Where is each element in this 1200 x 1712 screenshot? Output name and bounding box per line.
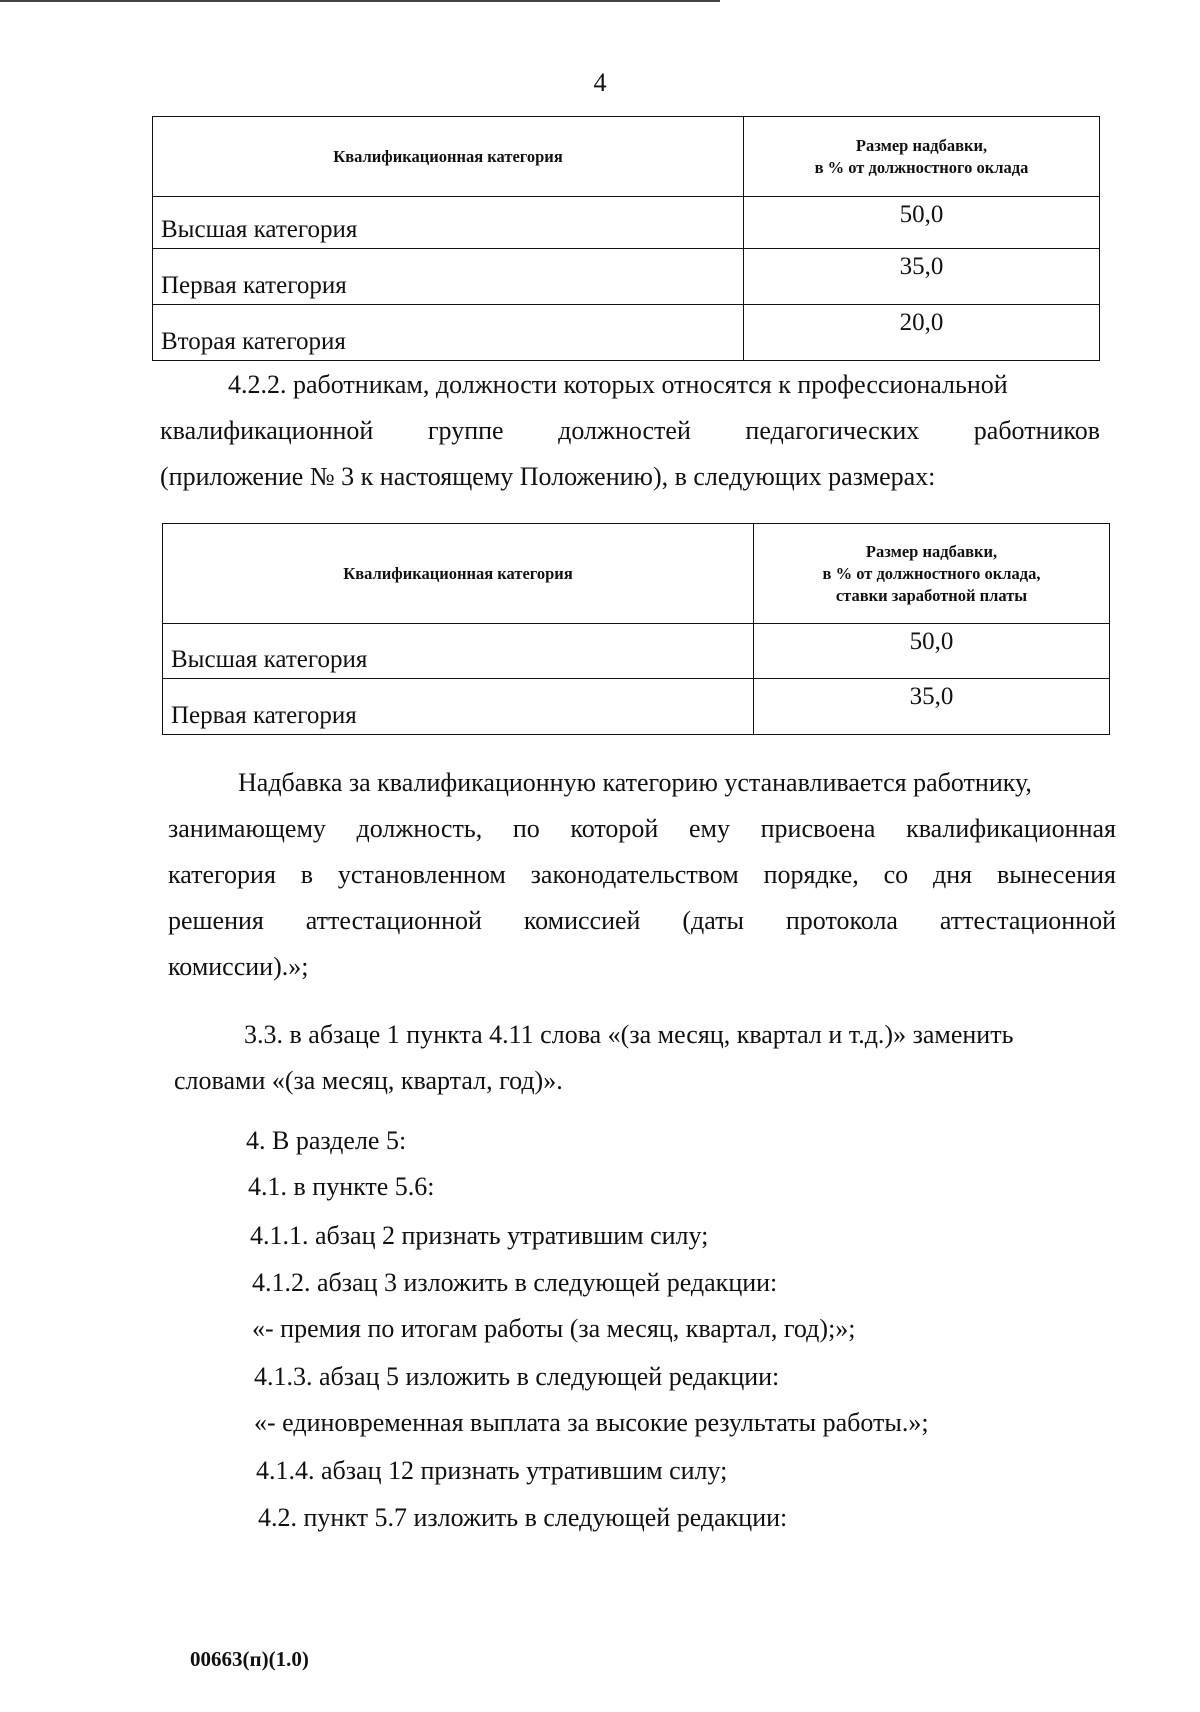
list-item: 4.1.1. абзац 2 признать утратившим силу; — [250, 1221, 709, 1250]
header-size: Размер надбавки, в % от должностного оклада, ставки заработной платы — [754, 524, 1110, 624]
table-row — [153, 249, 1100, 305]
list-item: 4.2. пункт 5.7 изложить в следующей редакции: — [258, 1503, 788, 1532]
paragraph-line: 4.2.2. работникам, должности которых относятся к профессиональной — [228, 370, 1008, 399]
row-value: 35,0 — [744, 249, 1100, 305]
paragraph-line: занимающему должность, по которой ему присвоена квалификационная — [168, 814, 1116, 843]
document-code: 00663(п)(1.0) — [190, 1647, 309, 1671]
paragraph-line: (приложение № 3 к настоящему Положению), в следующих размерах: — [160, 462, 936, 491]
paragraph-3-3 — [174, 1012, 1122, 1104]
paragraph-line: решения аттестационной комиссией (даты протокола аттестационной — [168, 906, 1116, 935]
header-category: Квалификационная категория — [153, 117, 744, 197]
list-item: 4. В разделе 5: — [246, 1126, 407, 1155]
row-category: Вторая категория — [153, 305, 744, 361]
list-item: 4.1.4. абзац 12 признать утратившим силу; — [256, 1456, 728, 1485]
paragraph-4-2-2 — [160, 362, 1100, 500]
row-category: Первая категория — [153, 249, 744, 305]
scan-edge-mark — [0, 0, 720, 2]
paragraph-line: категория в установленном законодательством порядке, со дня вынесения — [168, 860, 1116, 889]
paragraph-line: словами «(за месяц, квартал, год)». — [174, 1066, 563, 1095]
header-category: Квалификационная категория — [163, 524, 754, 624]
list-item: 4.1.3. абзац 5 изложить в следующей редакции: — [254, 1362, 780, 1391]
header-size: Размер надбавки, в % от должностного оклада — [744, 117, 1100, 197]
row-value: 50,0 — [744, 197, 1100, 249]
qualification-table-2 — [162, 523, 1110, 735]
table-row — [163, 624, 1110, 679]
paragraph-line: комиссии).»; — [168, 952, 309, 981]
row-category: Высшая категория — [153, 197, 744, 249]
table-row — [153, 305, 1100, 361]
paragraph-nadbavka — [168, 760, 1116, 990]
paragraph-line: 3.3. в абзаце 1 пункта 4.11 слова «(за месяц, квартал и т.д.)» заменить — [244, 1020, 1014, 1049]
table-header-row — [153, 117, 1100, 197]
list-item: «- премия по итогам работы (за месяц, квартал, год);»; — [252, 1314, 856, 1343]
table-header-row — [163, 524, 1110, 624]
paragraph-line: квалификационной группе должностей педагогических работников — [160, 416, 1100, 445]
row-value: 35,0 — [754, 679, 1110, 735]
row-category: Высшая категория — [163, 624, 754, 679]
row-value: 20,0 — [744, 305, 1100, 361]
qualification-table-1 — [152, 116, 1100, 361]
row-category: Первая категория — [163, 679, 754, 735]
list-item: 4.1. в пункте 5.6: — [248, 1172, 435, 1201]
table-row — [163, 679, 1110, 735]
page-number: 4 — [593, 68, 607, 97]
table-row — [153, 197, 1100, 249]
row-value: 50,0 — [754, 624, 1110, 679]
paragraph-line: Надбавка за квалификационную категорию устанавливается работнику, — [238, 768, 1032, 797]
list-item: «- единовременная выплата за высокие результаты работы.»; — [254, 1408, 929, 1437]
list-item: 4.1.2. абзац 3 изложить в следующей редакции: — [252, 1268, 778, 1297]
